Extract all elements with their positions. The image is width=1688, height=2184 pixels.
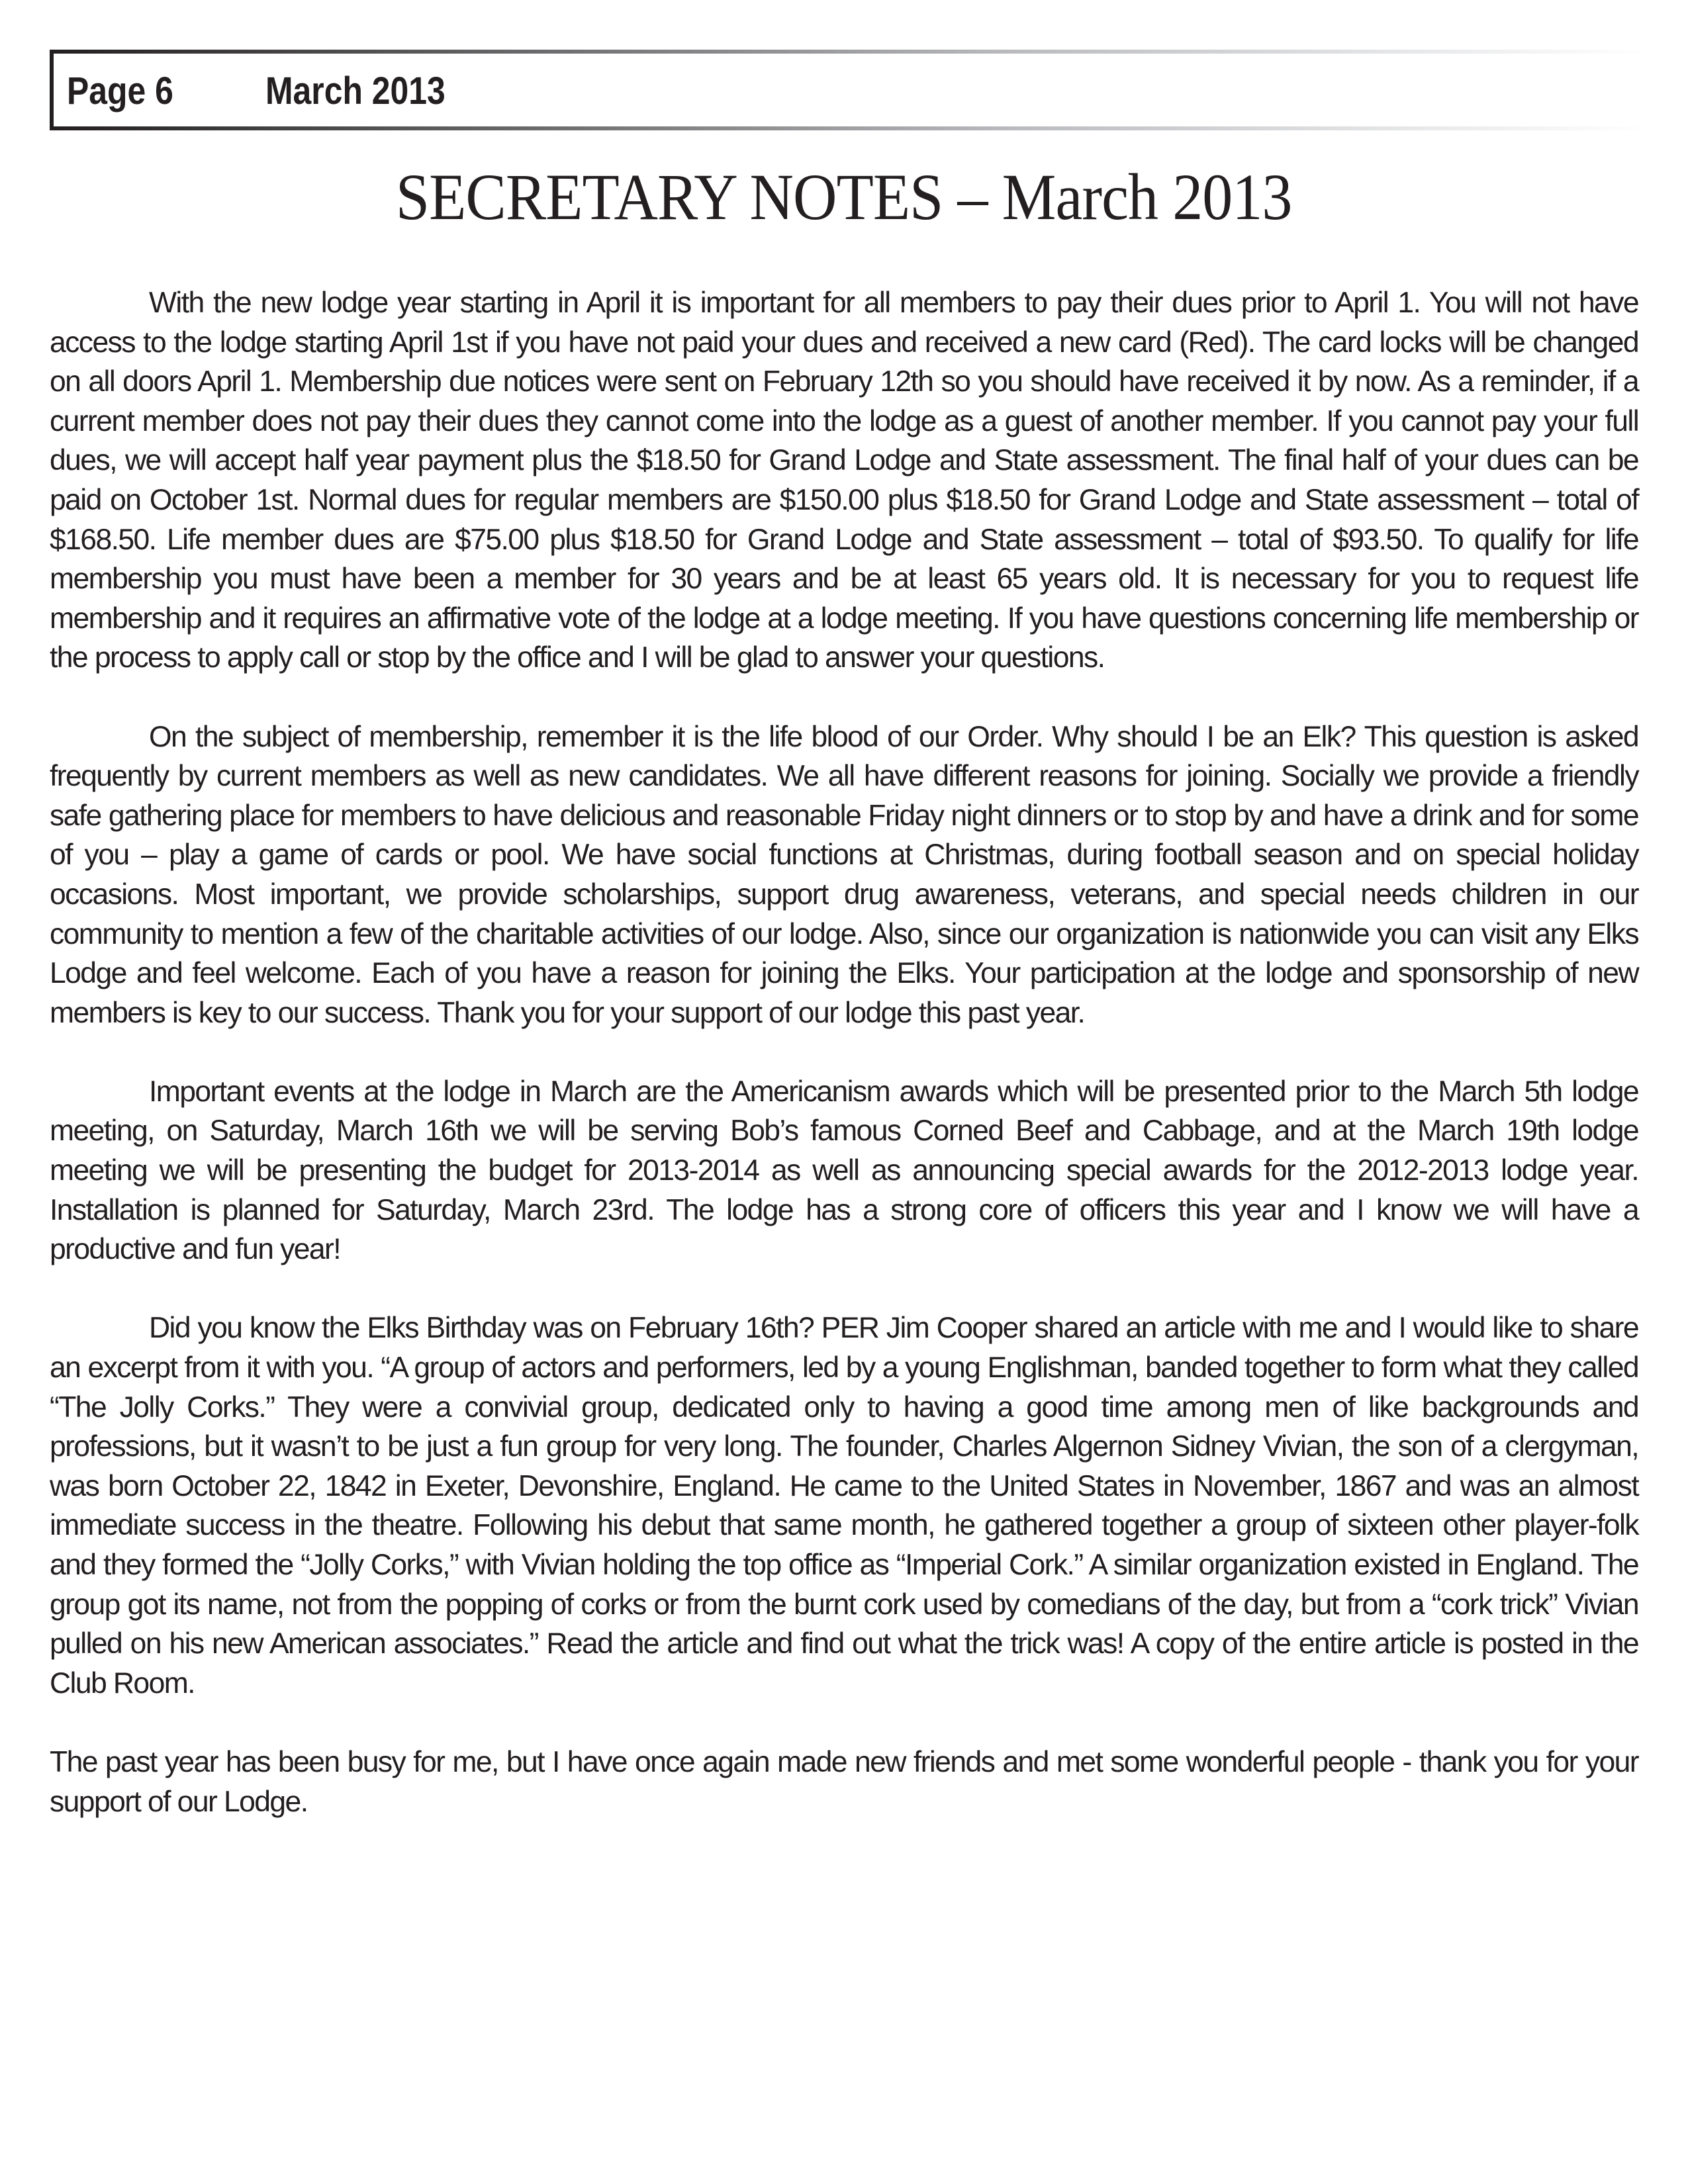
article-title-text: SECRETARY NOTES – March 2013 [396,160,1292,234]
article-body [50,283,1638,1861]
paragraph-membership: On the subject of membership, remember it is the life blood of our Order. Why should I be an Elk? This question is asked frequently by current members as well as new candidates. We all have different reasons for joining. Socially we provide a friendly safe gathering place for members to have delicious and reasonable Friday night dinners or to stop by and have a drink and for some of you – play a game of cards or pool. We have social functions at Christmas, during football season and on special holiday occasions. Most important, we provide scholarships, support drug awareness, veterans, and special needs children in our community to mention a few of the charitable activities of our lodge. Also, since our organization is nationwide you can visit any Elks Lodge and feel welcome. Each of you have a reason for joining the Elks. Your participation at the lodge and sponsorship of new members is key to our success. Thank you for your support of our lodge this past year. [50,720,1638,1029]
article-title [0,158,1688,237]
page-number: Page 6 [67,69,173,113]
header-bottom-rule [54,126,1645,130]
paragraph-elks-history: Did you know the Elks Birthday was on February 16th? PER Jim Cooper shared an article with me and I would like to share an excerpt from it with you. “A group of actors and performers, led by a young Englishman, banded together to form what they called “The Jolly Corks.” They were a convivial group, dedicated only to having a good time among men of like backgrounds and professions, but it wasn’t to be just a fun group for very long. The founder, Charles Algernon Sidney Vivian, the son of a clergyman, was born October 22, 1842 in Exeter, Devonshire, England. He came to the United States in November, 1867 and was an almost immediate success in the theatre. Following his debut that same month, he gathered together a group of sixteen other player-folk and they formed the “Jolly Corks,” with Vivian holding the top office as “Imperial Cork.” A similar organization existed in England. The group got its name, not from the popping of corks or from the burnt cork used by comedians of the day, but from a “cork trick” Vivian pulled on his new American associates.” Read the article and find out what the trick was! A copy of the entire article is posted in the Club Room. [50,1312,1638,1700]
paragraph-march-events: Important events at the lodge in March are the Americanism awards which will be presented prior to the March 5th lodge meeting, on Saturday, March 16th we will be serving Bob’s famous Corned Beef and Cabbage, and at the March 19th lodge meeting we will be presenting the budget for 2013-2014 as well as announcing special awards for the 2012-2013 lodge year. Installation is planned for Saturday, March 23rd. The lodge has a strong core of officers this year and I know we will have a productive and fun year! [50,1075,1638,1266]
issue-date: March 2013 [265,69,445,113]
page-header [50,50,1645,130]
paragraph-dues: With the new lodge year starting in April it is important for all members to pay their dues prior to April 1. You will not have access to the lodge starting April 1st if you have not paid your dues and received a new card (Red). The card locks will be changed on all doors April 1. Membership due notices were sent on February 12th so you should have received it by now. As a reminder, if a current member does not pay their dues they cannot come into the lodge as a guest of another member. If you cannot pay your full dues, we will accept half year payment plus the $18.50 for Grand Lodge and State assessment. The final half of your dues can be paid on October 1st. Normal dues for regular members are $150.00 plus $18.50 for Grand Lodge and State assessment – total of $168.50. Life member dues are $75.00 plus $18.50 for Grand Lodge and State assessment – total of $93.50. To qualify for life membership you must have been a member for 30 years and be at least 65 years old. It is necessary for you to request life membership and it requires an affirmative vote of the lodge at a lodge meeting. If you have questions concerning life membership or the process to apply call or stop by the office and I will be glad to answer your questions. [50,287,1638,674]
header-top-rule [54,50,1645,54]
paragraph-closing: The past year has been busy for me, but I have once again made new friends and met some wonderful people - thank you for your support of our Lodge. [50,1745,1638,1818]
